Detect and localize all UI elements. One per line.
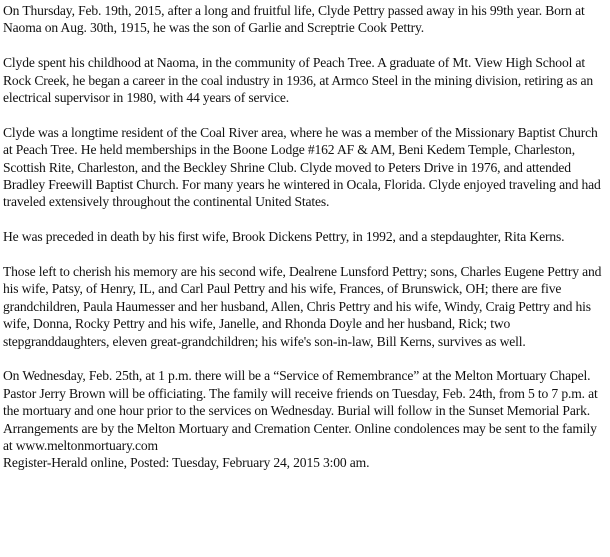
paragraph-preceded-in-death: He was preceded in death by his first wife, Brook Dickens Pettry, in 1992, and a stepdaughter, Rita Kerns. [3,229,565,245]
paragraph-community-memberships: Clyde was a longtime resident of the Coal River area, where he was a member of the Missionary Baptist Church at Peach Tree. He held memberships in the Boone Lodge #162 AF & AM, Beni Kedem Temple, Charleston, Scottish Rite, Charleston, and the Beckley Shrine Club. Clyde moved to Peters Drive in 1976, and attended Bradley Freewill Baptist Church. For many years he wintered in Ocala, Florida. Clyde enjoyed traveling and had traveled extensively throughout the continental United States. [3,124,601,210]
publication-footer: Register-Herald online, Posted: Tuesday, February 24, 2015 3:00 am. [3,455,370,471]
paragraph-service-details: On Wednesday, Feb. 25th, at 1 p.m. there will be a “Service of Remembrance” at the Melton Mortuary Chapel. Pastor Jerry Brown will be officiating. The family will receive friends on Tuesday, Feb. 24th, from 5 to 7 p.m. at the mortuary and one hour prior to the services on Wednesday. Burial will follow in the Sunset Memorial Park. Arrangements are by the Melton Mortuary and Cremation Center. Online condolences may be sent to the family at www.meltonmortuary.com [3,368,598,454]
paragraph-death-announcement: On Thursday, Feb. 19th, 2015, after a long and fruitful life, Clyde Pettry passed away in his 99th year. Born at Naoma on Aug. 30th, 1915, he was the son of Garlie and Screptrie Cook Pettry. [3,3,585,36]
obituary-document [3,2,607,472]
paragraph-survivors: Those left to cherish his memory are his second wife, Dealrene Lunsford Pettry; sons, Charles Eugene Pettry and his wife, Patsy, of Henry, IL, and Carl Paul Pettry and his wife, Frances, of Brunswick, OH; there are five grandchildren, Paula Haumesser and her husband, Allen, Chris Pettry and his wife, Windy, Craig Pettry and his wife, Donna, Rocky Pettry and his wife, Janelle, and Rhonda Doyle and her husband, Rick; two stepgranddaughters, eleven great-grandchildren; his wife's son-in-law, Bill Kerns, survives as well. [3,264,602,349]
paragraph-childhood-career: Clyde spent his childhood at Naoma, in the community of Peach Tree. A graduate of Mt. View High School at Rock Creek, he began a career in the coal industry in 1936, at Armco Steel in the mining division, retiring as an electrical supervisor in 1980, with 44 years of service. [3,55,594,106]
